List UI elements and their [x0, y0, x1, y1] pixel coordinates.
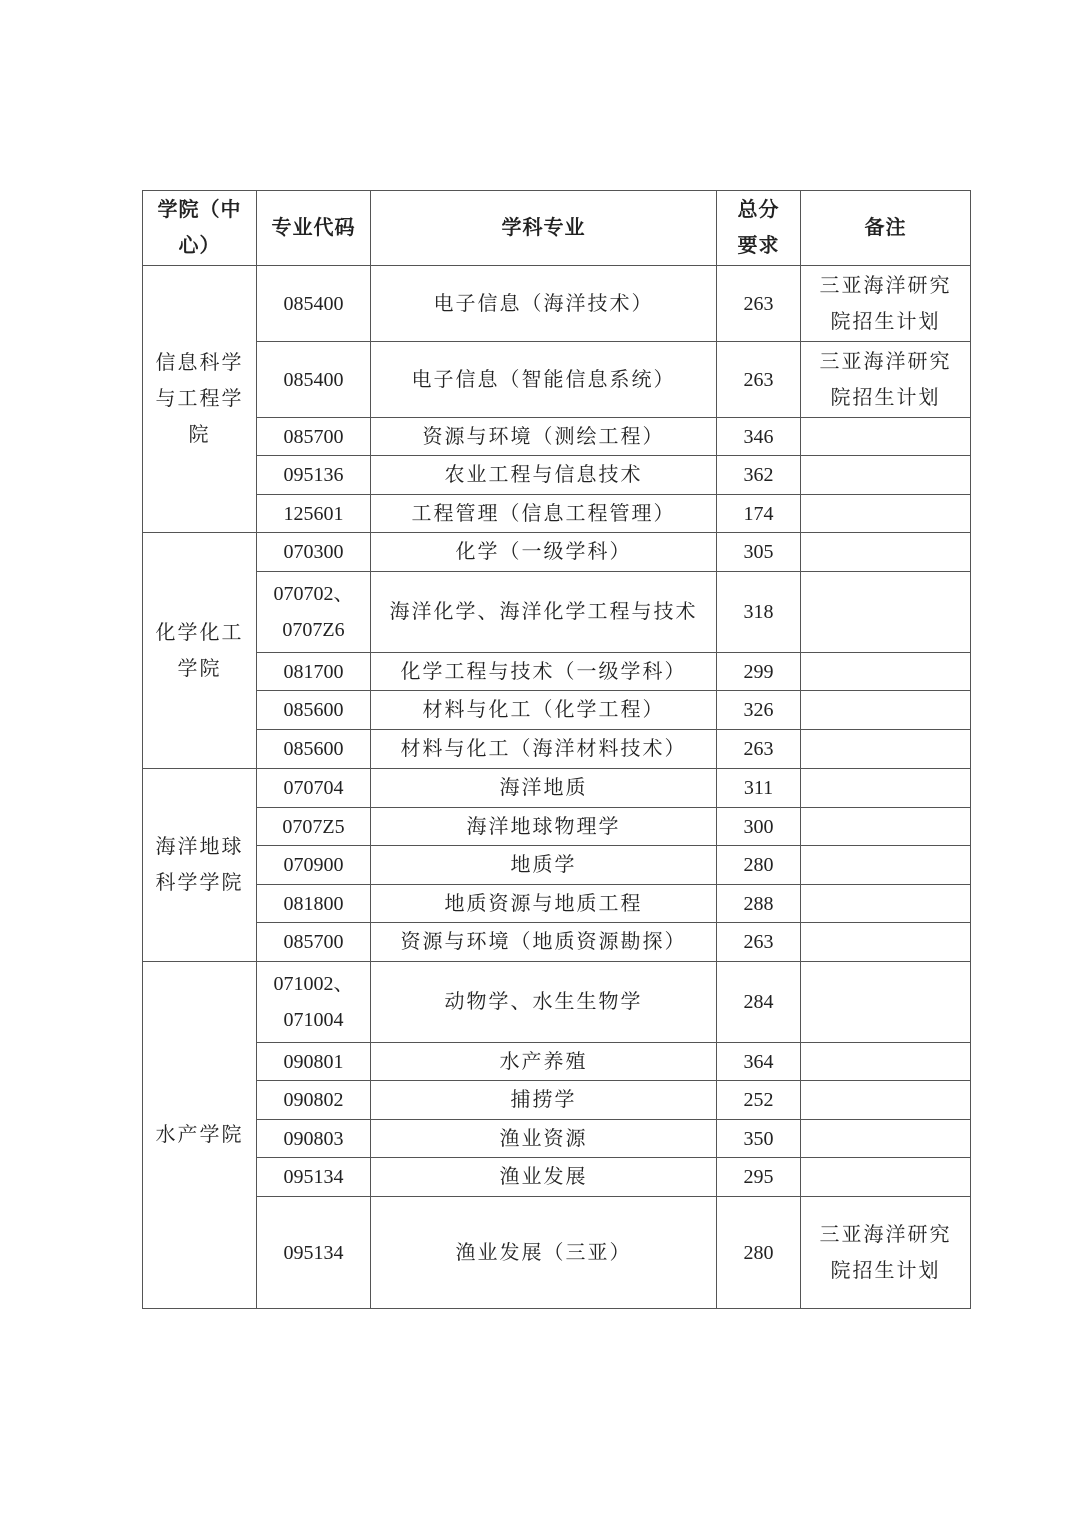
score-cell: 350 — [717, 1120, 801, 1158]
code-cell: 095134 — [257, 1158, 371, 1197]
code-cell: 090802 — [257, 1081, 371, 1120]
college-cell: 信息科学与工程学院 — [143, 266, 257, 533]
note-cell — [801, 846, 971, 885]
note-cell: 三亚海洋研究院招生计划 — [801, 342, 971, 418]
score-cell: 263 — [717, 266, 801, 342]
major-cell: 农业工程与信息技术 — [371, 456, 717, 495]
note-cell — [801, 808, 971, 846]
table-row — [143, 885, 971, 923]
major-cell: 捕捞学 — [371, 1081, 717, 1120]
code-cell: 090801 — [257, 1043, 371, 1081]
major-cell: 渔业资源 — [371, 1120, 717, 1158]
code-cell: 070704 — [257, 769, 371, 808]
major-cell: 材料与化工（海洋材料技术） — [371, 730, 717, 769]
header-college: 学院（中心） — [143, 191, 257, 266]
code-cell: 071002、071004 — [257, 962, 371, 1043]
table-row — [143, 962, 971, 1043]
score-cell: 280 — [717, 846, 801, 885]
header-major: 学科专业 — [371, 191, 717, 266]
note-cell — [801, 456, 971, 495]
note-cell: 三亚海洋研究院招生计划 — [801, 1197, 971, 1309]
table-row — [143, 572, 971, 653]
major-cell: 化学（一级学科） — [371, 533, 717, 572]
table-row — [143, 456, 971, 495]
table-row — [143, 691, 971, 730]
table-row — [143, 1043, 971, 1081]
score-cell: 263 — [717, 923, 801, 962]
major-cell: 海洋化学、海洋化学工程与技术 — [371, 572, 717, 653]
code-cell: 0707Z5 — [257, 808, 371, 846]
code-cell: 070702、0707Z6 — [257, 572, 371, 653]
admission-score-table — [142, 190, 971, 1309]
note-cell — [801, 418, 971, 456]
code-cell: 085700 — [257, 923, 371, 962]
score-cell: 284 — [717, 962, 801, 1043]
note-cell — [801, 923, 971, 962]
score-cell: 305 — [717, 533, 801, 572]
note-cell — [801, 495, 971, 533]
major-cell: 水产养殖 — [371, 1043, 717, 1081]
header-code: 专业代码 — [257, 191, 371, 266]
table-row — [143, 730, 971, 769]
score-cell: 263 — [717, 342, 801, 418]
code-cell: 085600 — [257, 691, 371, 730]
score-cell: 295 — [717, 1158, 801, 1197]
major-cell: 电子信息（海洋技术） — [371, 266, 717, 342]
note-cell — [801, 1120, 971, 1158]
table-row — [143, 418, 971, 456]
score-cell: 362 — [717, 456, 801, 495]
note-cell — [801, 653, 971, 691]
code-cell: 095136 — [257, 456, 371, 495]
score-cell: 252 — [717, 1081, 801, 1120]
table-row — [143, 808, 971, 846]
score-cell: 364 — [717, 1043, 801, 1081]
table-row — [143, 266, 971, 342]
score-cell: 318 — [717, 572, 801, 653]
score-cell: 311 — [717, 769, 801, 808]
note-cell — [801, 885, 971, 923]
major-cell: 渔业发展（三亚） — [371, 1197, 717, 1309]
college-cell: 水产学院 — [143, 962, 257, 1309]
code-cell: 095134 — [257, 1197, 371, 1309]
code-cell: 090803 — [257, 1120, 371, 1158]
table-row — [143, 495, 971, 533]
major-cell: 地质学 — [371, 846, 717, 885]
header-row — [143, 191, 971, 266]
code-cell: 070300 — [257, 533, 371, 572]
score-cell: 346 — [717, 418, 801, 456]
table-row — [143, 533, 971, 572]
code-cell: 081700 — [257, 653, 371, 691]
header-note: 备注 — [801, 191, 971, 266]
table-row — [143, 1197, 971, 1309]
major-cell: 海洋地球物理学 — [371, 808, 717, 846]
code-cell: 081800 — [257, 885, 371, 923]
note-cell — [801, 572, 971, 653]
note-cell — [801, 769, 971, 808]
table-row — [143, 1158, 971, 1197]
score-cell: 299 — [717, 653, 801, 691]
table-row — [143, 342, 971, 418]
code-cell: 085700 — [257, 418, 371, 456]
note-cell — [801, 1043, 971, 1081]
table-row — [143, 769, 971, 808]
college-cell: 海洋地球科学学院 — [143, 769, 257, 962]
major-cell: 渔业发展 — [371, 1158, 717, 1197]
major-cell: 资源与环境（测绘工程） — [371, 418, 717, 456]
header-score: 总分要求 — [717, 191, 801, 266]
score-cell: 326 — [717, 691, 801, 730]
table-row — [143, 846, 971, 885]
major-cell: 电子信息（智能信息系统） — [371, 342, 717, 418]
score-cell: 300 — [717, 808, 801, 846]
note-cell — [801, 691, 971, 730]
table-row — [143, 923, 971, 962]
code-cell: 125601 — [257, 495, 371, 533]
score-cell: 280 — [717, 1197, 801, 1309]
table-row — [143, 653, 971, 691]
table-row — [143, 1081, 971, 1120]
major-cell: 地质资源与地质工程 — [371, 885, 717, 923]
note-cell: 三亚海洋研究院招生计划 — [801, 266, 971, 342]
note-cell — [801, 730, 971, 769]
major-cell: 工程管理（信息工程管理） — [371, 495, 717, 533]
major-cell: 动物学、水生生物学 — [371, 962, 717, 1043]
table-row — [143, 1120, 971, 1158]
note-cell — [801, 1081, 971, 1120]
score-cell: 288 — [717, 885, 801, 923]
major-cell: 材料与化工（化学工程） — [371, 691, 717, 730]
code-cell: 070900 — [257, 846, 371, 885]
code-cell: 085400 — [257, 266, 371, 342]
note-cell — [801, 962, 971, 1043]
code-cell: 085600 — [257, 730, 371, 769]
code-cell: 085400 — [257, 342, 371, 418]
college-cell: 化学化工学院 — [143, 533, 257, 769]
score-cell: 263 — [717, 730, 801, 769]
major-cell: 资源与环境（地质资源勘探） — [371, 923, 717, 962]
major-cell: 化学工程与技术（一级学科） — [371, 653, 717, 691]
major-cell: 海洋地质 — [371, 769, 717, 808]
score-cell: 174 — [717, 495, 801, 533]
note-cell — [801, 1158, 971, 1197]
note-cell — [801, 533, 971, 572]
